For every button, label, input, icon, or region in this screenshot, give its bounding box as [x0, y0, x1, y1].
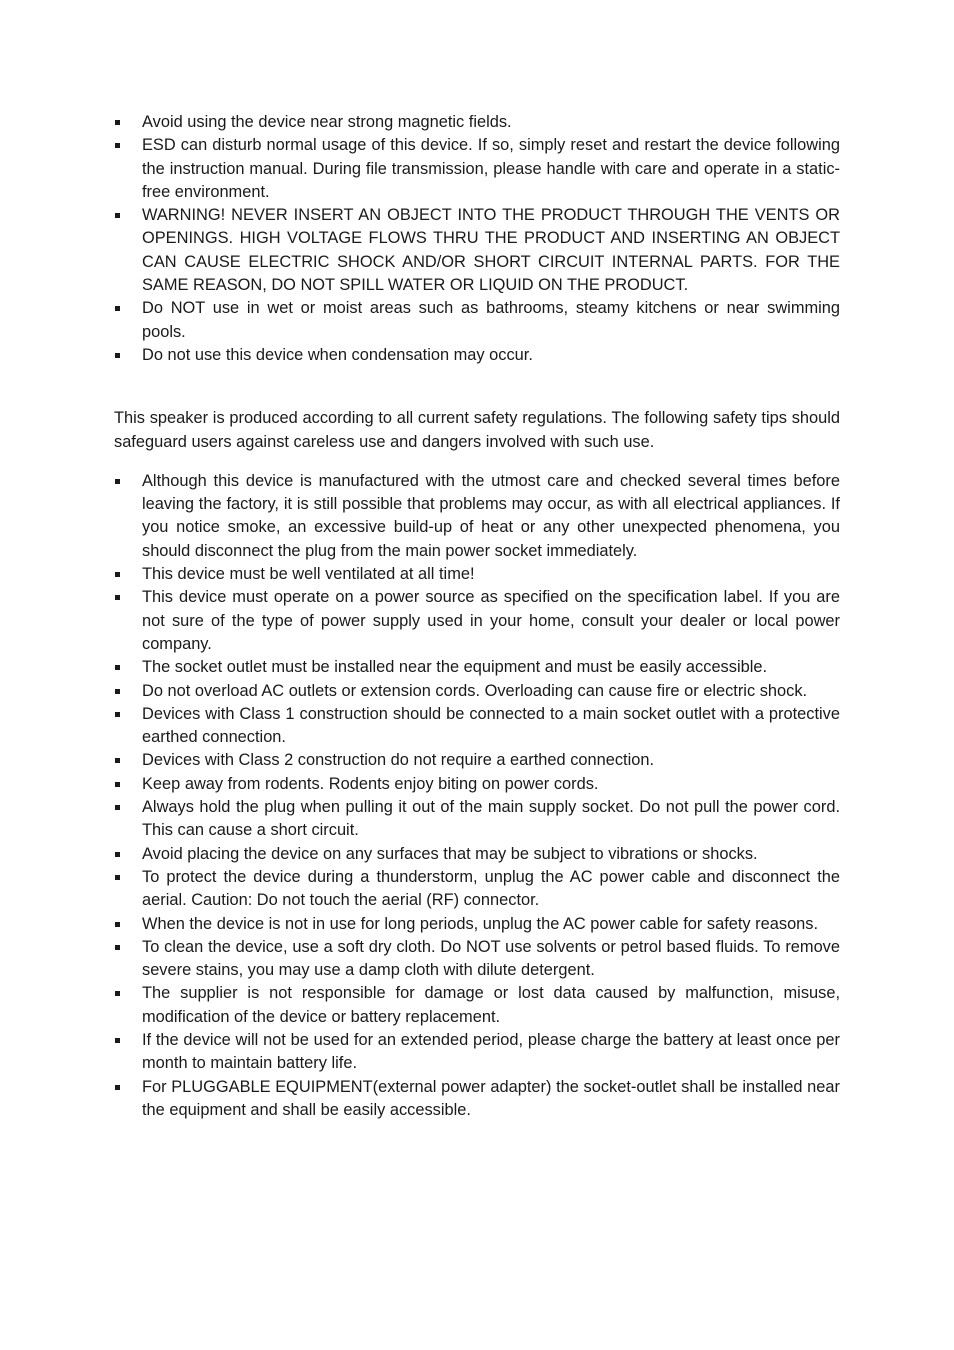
list-item: Do NOT use in wet or moist areas such as bathrooms, steamy kitchens or near swimming pools. [114, 297, 840, 344]
list-item: To clean the device, use a soft dry cloth. Do NOT use solvents or petrol based fluids. To remove severe stains, you may use a damp cloth with dilute detergent. [114, 936, 840, 983]
list-item: Avoid using the device near strong magnetic fields. [114, 111, 840, 134]
list-item: Do not overload AC outlets or extension cords. Overloading can cause fire or electric shock. [114, 680, 840, 703]
list-item: Avoid placing the device on any surfaces that may be subject to vibrations or shocks. [114, 843, 840, 866]
safety-list-environment [114, 111, 840, 367]
list-item: Although this device is manufactured with the utmost care and checked several times before leaving the factory, it is still possible that problems may occur, as with all electrical appliances. If you notice smoke, an excessive build-up of heat or any other unexpected phenomena, you should disconnect the plug from the main power socket immediately. [114, 470, 840, 563]
list-item: WARNING! NEVER INSERT AN OBJECT INTO THE PRODUCT THROUGH THE VENTS OR OPENINGS. HIGH VOLTAGE FLOWS THRU THE PRODUCT AND INSERTING AN OBJECT CAN CAUSE ELECTRIC SHOCK AND/OR SHORT CIRCUIT INTERNAL PARTS. FOR THE SAME REASON, DO NOT SPILL WATER OR LIQUID ON THE PRODUCT. [114, 204, 840, 297]
list-item: ESD can disturb normal usage of this device. If so, simply reset and restart the device following the instruction manual. During file transmission, please handle with care and operate in a static-free environment. [114, 134, 840, 204]
list-item: Do not use this device when condensation may occur. [114, 344, 840, 367]
safety-list-power [114, 470, 840, 1122]
list-item: To protect the device during a thunderstorm, unplug the AC power cable and disconnect the aerial. Caution: Do not touch the aerial (RF) connector. [114, 866, 840, 913]
list-item: Keep away from rodents. Rodents enjoy biting on power cords. [114, 773, 840, 796]
list-item: This device must operate on a power source as specified on the specification label. If you are not sure of the type of power supply used in your home, consult your dealer or local power company. [114, 586, 840, 656]
list-item: The socket outlet must be installed near the equipment and must be easily accessible. [114, 656, 840, 679]
list-item: The supplier is not responsible for damage or lost data caused by malfunction, misuse, modification of the device or battery replacement. [114, 982, 840, 1029]
list-item: If the device will not be used for an extended period, please charge the battery at least once per month to maintain battery life. [114, 1029, 840, 1076]
list-item: Devices with Class 1 construction should be connected to a main socket outlet with a protective earthed connection. [114, 703, 840, 750]
intro-paragraph: This speaker is produced according to all current safety regulations. The following safety tips should safeguard users against careless use and dangers involved with such use. [114, 409, 840, 451]
list-item: For PLUGGABLE EQUIPMENT(external power adapter) the socket-outlet shall be installed near the equipment and shall be easily accessible. [114, 1076, 840, 1123]
list-item: This device must be well ventilated at all time! [114, 563, 840, 586]
list-item: When the device is not in use for long periods, unplug the AC power cable for safety reasons. [114, 913, 840, 936]
list-item: Always hold the plug when pulling it out of the main supply socket. Do not pull the power cord. This can cause a short circuit. [114, 796, 840, 843]
list-item: Devices with Class 2 construction do not require a earthed connection. [114, 749, 840, 772]
